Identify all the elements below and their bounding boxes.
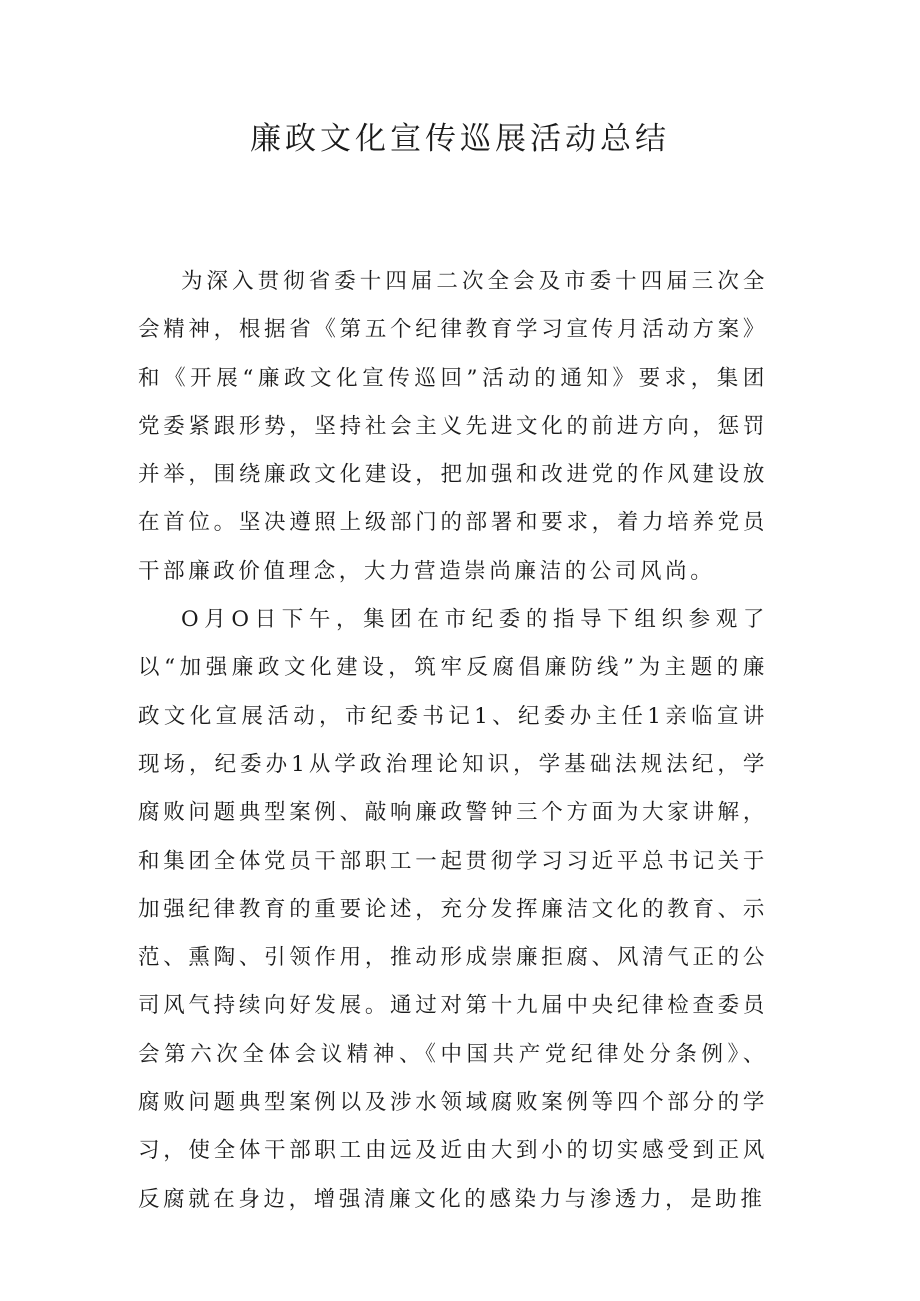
paragraph-1: 为深入贯彻省委十四届二次全会及市委十四届三次全会精神，根据省《第五个纪律教育学习宣传月活动方案》和《开展“廉政文化宣传巡回”活动的通知》要求，集团党委紧跟形势，坚持社会主义先进文化的前进方向，惩罚并举，围绕廉政文化建设，把加强和改进党的作风建设放在首位。坚决遵照上级部门的部署和要求，着力培养党员干部廉政价值理念，大力营造崇尚廉洁的公司风尚。 [138, 269, 768, 584]
document-title: 廉政文化宣传巡展活动总结 [250, 121, 670, 157]
paragraph-2: O月O日下午，集团在市纪委的指导下组织参观了以“加强廉政文化建设，筑牢反腐倡廉防线”为主题的廉政文化宣展活动，市纪委书记1、纪委办主任1亲临宣讲现场，纪委办1从学政治理论知识，学基础法规法纪，学腐败问题典型案例、敲响廉政警钟三个方面为大家讲解，和集团全体党员干部职工一起贯彻学习习近平总书记关于加强纪律教育的重要论述，充分发挥廉洁文化的教育、示范、熏陶、引领作用，推动形成崇廉拒腐、风清气正的公司风气持续向好发展。通过对第十九届中央纪律检查委员会第六次全体会议精神、《中国共产党纪律处分条例》、腐败问题典型案例以及涉水领域腐败案例等四个部分的学习，使全体干部职工由远及近由大到小的切实感受到正风反腐就在身边，增强清廉文化的感染力与渗透力，是助推 [138, 607, 768, 1212]
document-body [138, 258, 768, 1224]
